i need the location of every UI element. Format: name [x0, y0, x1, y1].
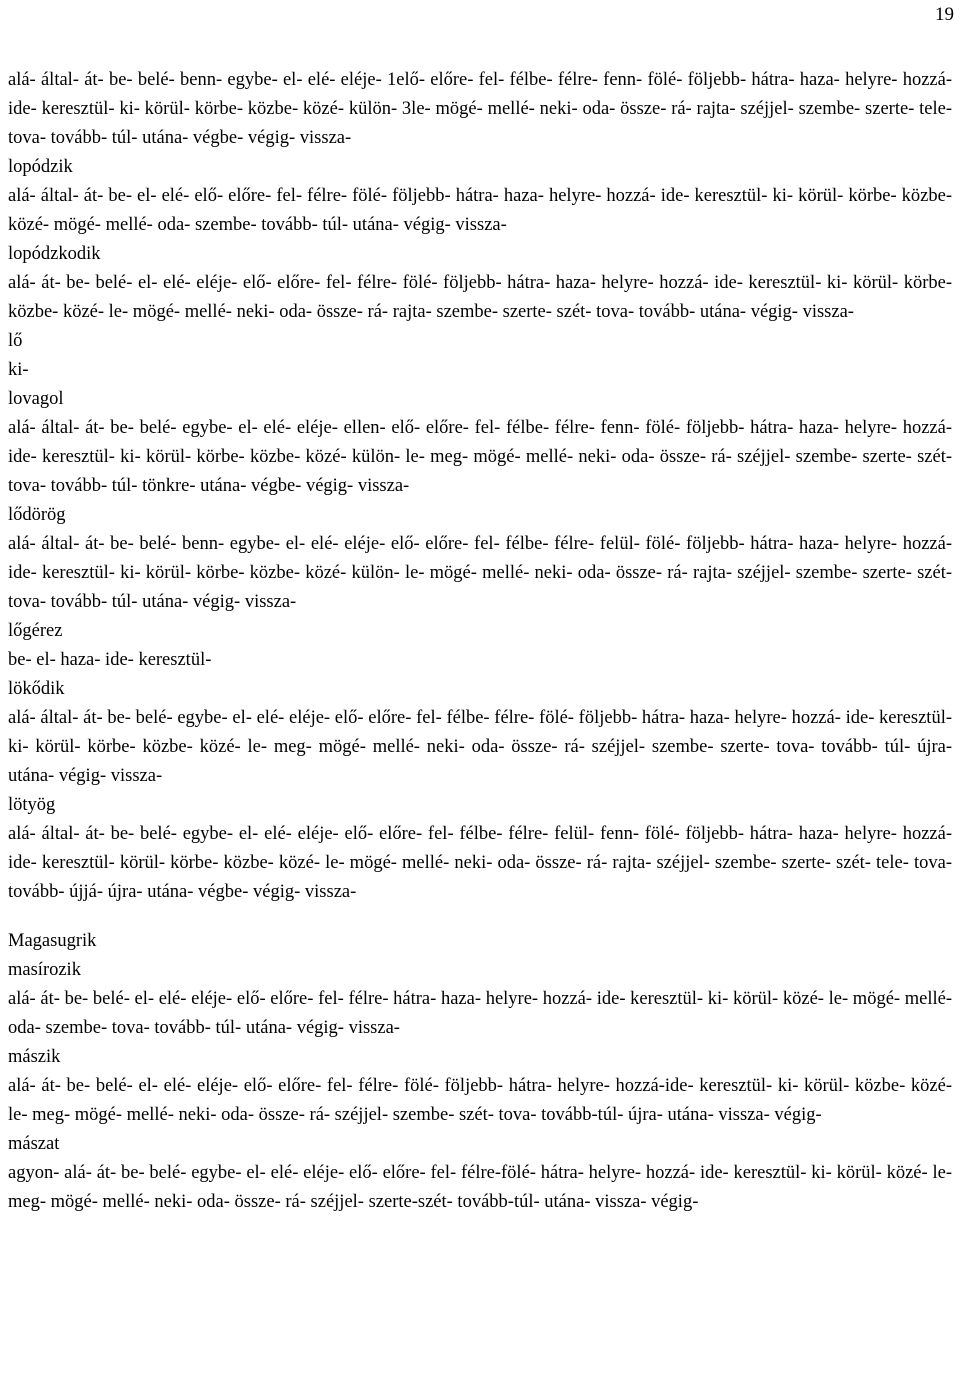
- prefix-list: alá- által- át- be- belé- egybe- el- elé- eléje- elő- előre- fel- félbe- félre- fölé- följebb- hátra- haza- helyre- hozzá- ide- keresztül- ki- körül- körbe- közbe- közé- le- meg- mögé- mellé- neki- oda- össze- rá- széjjel- szembe- szerte- tova- tovább- túl- újra- utána- végig- vissza-: [8, 708, 952, 786]
- verb-headword: mászat: [8, 1134, 60, 1154]
- verb-prefix-list: [8, 66, 952, 1217]
- prefix-list: alá- át- be- belé- el- elé- eléje- elő- előre- fel- félre- fölé- följebb- hátra- haza- helyre- hozzá- ide- keresztül- ki- körül- körbe- közbe- közé- le- mögé- mellé- neki- oda- össze- rá- rajta- szembe- szerte- szét- tova- tovább- utána- végig- vissza-: [8, 273, 952, 322]
- entry-maszat: [8, 1130, 952, 1217]
- prefix-list: alá- által- át- be- belé- benn- egybe- el- elé- eléje- elő- előre- fel- félbe- félre- felül- fölé- följebb- hátra- haza- helyre- hozzá- ide- keresztül- ki- körül- körbe- közbe- közé- külön- le- mögé- mellé- neki- oda- össze- rá- rajta- széjjel- szembe- szerte- szét- tova- tovább- túl- utána- végig- vissza-: [8, 534, 952, 612]
- prefix-list: alá- által- át- be- belé- benn- egybe- el- elé- eléje- 1elő- előre- fel- félbe- félre- fenn- fölé- följebb- hátra- haza- helyre- hozzá- ide- keresztül- ki- körül- körbe- közbe- közé- külön- 3le- mögé- mellé- neki- oda- össze- rá- rajta- széjjel- szembe- szerte- tele- tova- tovább- túl- utána- végbe- végig- vissza-: [8, 70, 952, 148]
- entry-lovagol: [8, 385, 952, 501]
- entry-lopodzkodik: [8, 240, 952, 327]
- verb-headword: lötyög: [8, 795, 56, 815]
- verb-headword: lopódzik: [8, 157, 73, 177]
- verb-headword: lökődik: [8, 679, 65, 699]
- entry-lodorog: [8, 501, 952, 617]
- entry-lokodik: [8, 675, 952, 791]
- entry-lopodzik: [8, 153, 952, 240]
- prefix-list: alá- át- be- belé- el- elé- eléje- elő- előre- fel- félre- fölé- följebb- hátra- helyre- hozzá-ide- keresztül- ki- körül- közbe- közé- le- meg- mögé- mellé- neki- oda- össze- rá- széjjel- szembe- szét- tova- tovább-túl- újra- utána- vissza- végig-: [8, 1076, 952, 1125]
- verb-headword: mászik: [8, 1047, 61, 1067]
- entry-maszik: [8, 1043, 952, 1130]
- entry-masirozik: [8, 956, 952, 1043]
- verb-headword: lopódzkodik: [8, 244, 101, 264]
- verb-headword: lőgérez: [8, 621, 63, 641]
- entry-lo: [8, 327, 952, 356]
- prefix-list: alá- át- be- belé- el- elé- eléje- elő- előre- fel- félre- hátra- haza- helyre- hozzá- ide- keresztül- ki- körül- közé- le- mögé- mellé- oda- szembe- tova- tovább- túl- utána- végig- vissza-: [8, 989, 952, 1038]
- prefix-list: alá- által- át- be- belé- egybe- el- elé- eléje- ellen- elő- előre- fel- félbe- félre- fenn- fölé- följebb- hátra- haza- helyre- hozzá- ide- keresztül- ki- körül- körbe- közbe- közé- külön- le- meg- mögé- mellé- neki- oda- össze- rá- széjjel- szembe- szerte- szét- tova- tovább- túl- tönkre- utána- végbe- végig- vissza-: [8, 418, 952, 496]
- section-title: Magasugrik: [8, 931, 97, 951]
- verb-headword: lődörög: [8, 505, 66, 525]
- section-gap: [8, 907, 952, 927]
- prefix-list: be- el- haza- ide- keresztül-: [8, 650, 212, 670]
- prefix-list: alá- által- át- be- belé- egybe- el- elé- eléje- elő- előre- fel- félbe- félre- felül- fenn- fölé- följebb- hátra- haza- helyre- hozzá- ide- keresztül- körül- körbe- közbe- közé- le- mögé- mellé- neki- oda- össze- rá- rajta- széjjel- szembe- szerte- szét- tele- tova- tovább- újjá- újra- utána- végbe- végig- vissza-: [8, 824, 952, 902]
- entry-lotyog: [8, 791, 952, 907]
- prefix-list: alá- által- át- be- el- elé- elő- előre- fel- félre- fölé- följebb- hátra- haza- helyre- hozzá- ide- keresztül- ki- körül- körbe- közbe- közé- mögé- mellé- oda- szembe- tovább- túl- utána- végig- vissza-: [8, 186, 952, 235]
- entry-ki: [8, 356, 952, 385]
- verb-headword: masírozik: [8, 960, 81, 980]
- verb-headword: ki-: [8, 360, 29, 380]
- page-number: 19: [935, 4, 954, 25]
- prefix-list: agyon- alá- át- be- belé- egybe- el- elé- eléje- elő- előre- fel- félre-fölé- hátra- helyre- hozzá- ide- keresztül- ki- körül- közé- le- meg- mögé- mellé- neki- oda- össze- rá- széjjel- szerte-szét- tovább-túl- utána- vissza- végig-: [8, 1163, 952, 1212]
- verb-headword: lő: [8, 331, 23, 351]
- entry-0: [8, 66, 952, 153]
- verb-headword: lovagol: [8, 389, 64, 409]
- entry-logerez: [8, 617, 952, 675]
